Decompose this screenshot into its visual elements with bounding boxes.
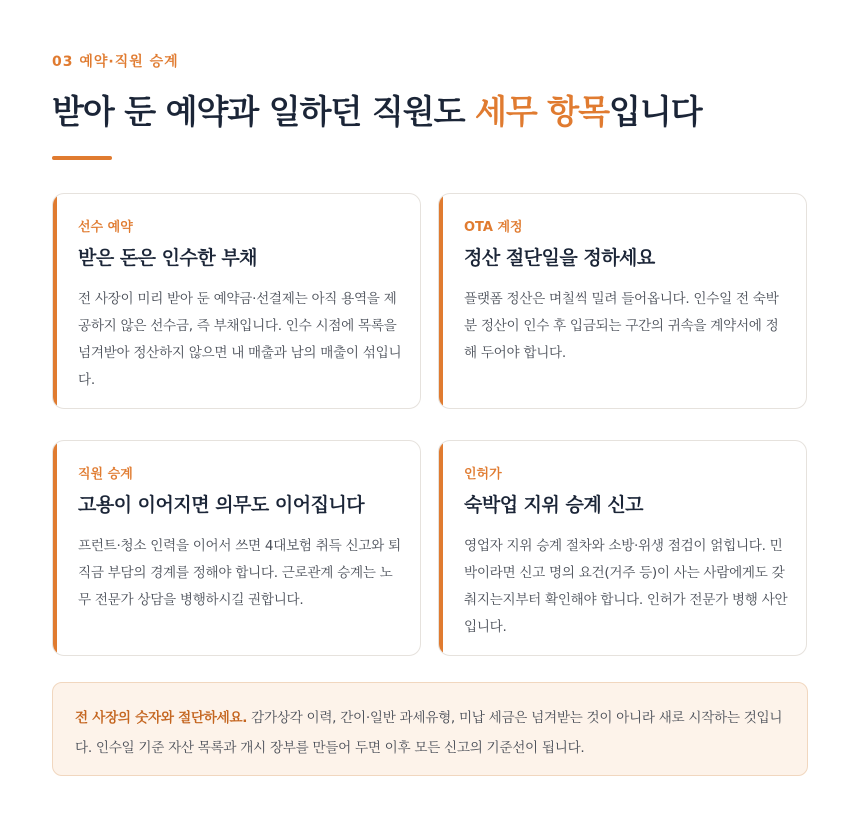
section-eyebrow: 03 예약·직원 승계 [52,54,179,70]
title-accent: 세무 항목 [474,92,609,131]
callout-lead: 전 사장의 숫자와 절단하세요. [75,710,248,726]
card-title: 고용이 이어지면 의무도 이어집니다 [78,494,365,516]
card-tag: 직원 승계 [78,467,133,482]
title-main: 받아 둔 예약과 일하던 직원도 [52,92,475,131]
card-ota-account [438,193,807,409]
card-tag: 선수 예약 [78,220,133,235]
card-body: 영업자 지위 승계 절차와 소방·위생 점검이 얽힙니다. 민박이라면 신고 명의 요건(거주 등)이 사는 사람에게도 갖춰지는지부터 확인해야 합니다. 인허가 전문가 병행 사안입니다. [464,538,788,635]
card-body: 프런트·청소 인력을 이어서 쓰면 4대보험 취득 신고와 퇴직금 부담의 경계를 정해야 합니다. 근로관계 승계는 노무 전문가 상담을 병행하시길 권합니다. [78,538,401,608]
callout-text: 감가상각 이력, 간이·일반 과세유형, 미납 세금은 넘겨받는 것이 아니라 새로 시작하는 것입니다. 인수일 기준 자산 목록과 개시 장부를 만들어 두면 이후 모든 신고의 기준선이 됩니다. [75,710,783,756]
card-staff-succession [52,440,421,656]
callout-note [52,682,808,776]
section-header [52,52,808,635]
page-title [52,90,808,134]
card-advance-booking [52,193,421,409]
card-license [438,440,807,656]
title-underline [52,156,112,160]
card-title: 받은 돈은 인수한 부채 [78,247,258,269]
title-tail: 입니다 [609,92,702,131]
card-body: 플랫폼 정산은 며칠씩 밀려 들어옵니다. 인수일 전 숙박분 정산이 인수 후 입금되는 구간의 귀속을 계약서에 정해 두어야 합니다. [464,291,779,361]
card-tag: OTA 계정 [464,220,523,235]
card-title: 숙박업 지위 승계 신고 [464,494,644,516]
card-title: 정산 절단일을 정하세요 [464,247,655,269]
card-tag: 인허가 [464,467,502,482]
card-body: 전 사장이 미리 받아 둔 예약금·선결제는 아직 용역을 제공하지 않은 선수금, 즉 부채입니다. 인수 시점에 목록을 넘겨받아 정산하지 않으면 내 매출과 남의 매출이 섞입니다. [78,291,402,388]
